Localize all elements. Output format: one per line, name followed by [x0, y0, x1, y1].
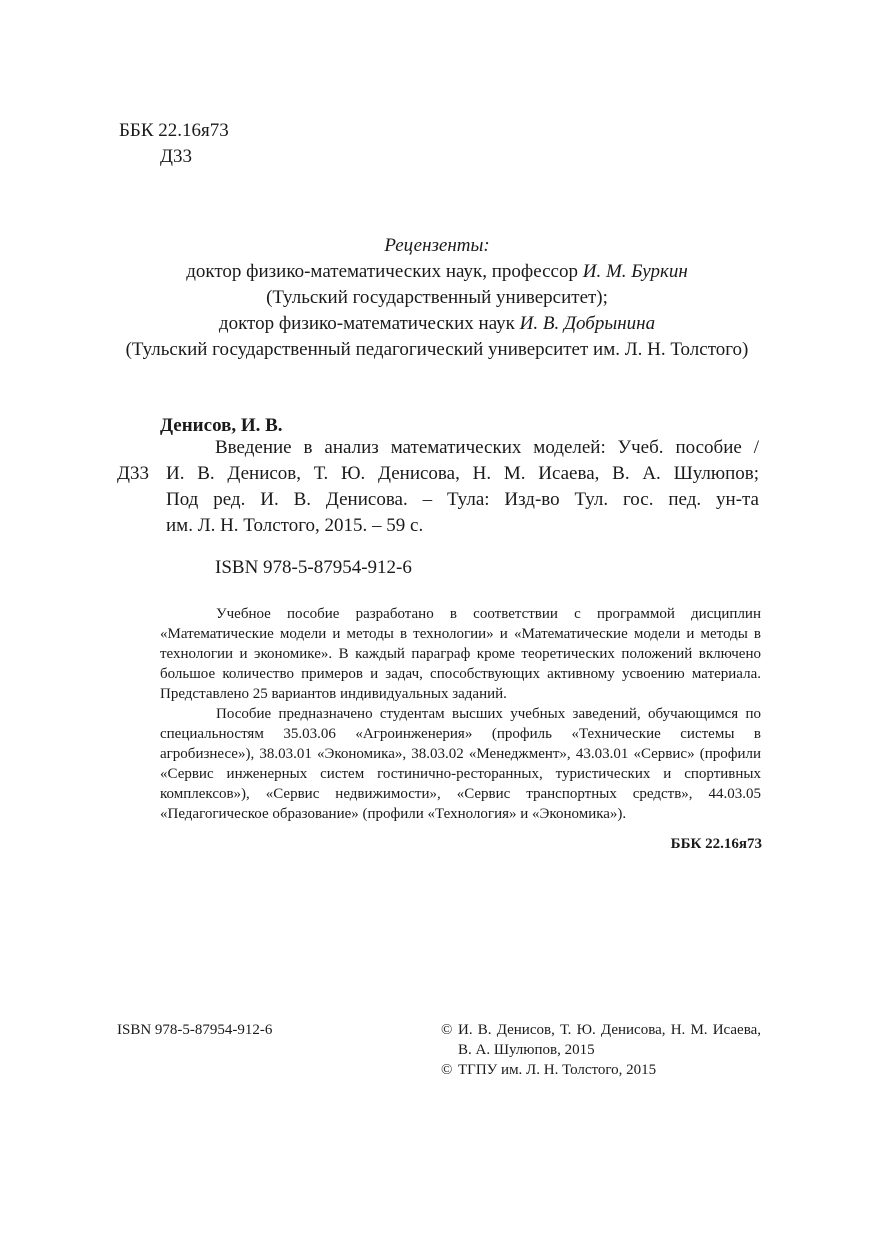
reviewer-1-title: доктор физико-математических наук, профессор	[186, 261, 583, 282]
footer-isbn: ISBN 978-5-87954-912-6	[117, 1022, 273, 1038]
reviewer-2-affiliation: (Тульский государственный педагогический университет им. Л. Н. Толстого)	[125, 339, 749, 360]
reviewer-1	[100, 259, 774, 285]
copyright-symbol: ©	[441, 1022, 453, 1038]
reviewer-2-name: И. В. Добрынина	[519, 313, 656, 334]
reviewers-block	[100, 233, 774, 363]
copyright-authors-line-2: В. А. Шулюпов, 2015	[458, 1042, 595, 1058]
copyright-block	[441, 1020, 761, 1080]
author-code: Д33	[160, 146, 192, 167]
reviewers-heading: Рецензенты:	[384, 235, 490, 256]
reviewer-2	[100, 311, 774, 337]
reviewer-1-name: И. М. Буркин	[582, 261, 688, 282]
bib-line-1: Введение в анализ математических моделей: Учеб. пособие /	[215, 437, 759, 458]
bib-line-3: Под ред. И. В. Денисова. – Тула: Изд-во Тул. гос. пед. ун-та	[166, 489, 759, 510]
bbk-index: ББК 22.16я73	[119, 120, 229, 141]
bib-line-2: И. В. Денисов, Т. Ю. Денисова, Н. М. Исаева, В. А. Шулюпов;	[166, 463, 759, 484]
copyright-authors-text	[458, 1020, 761, 1060]
bbk-classification	[119, 118, 229, 170]
copyright-publisher	[441, 1060, 761, 1080]
bibliographic-description	[166, 435, 759, 539]
bib-line-4: им. Л. Н. Толстого, 2015. – 59 с.	[166, 515, 424, 536]
annotation	[160, 604, 761, 824]
annotation-paragraph-2: Пособие предназначено студентам высших учебных заведений, обучающимся по специальностям 35.03.06 «Агроинженерия» (профиль «Технические системы в агробизнесе»), 38.03.01 «Экономика», 38.03.02 «Менеджмент», 43.03.01 «Сервис» (профили «Сервис инженерных систем гостинично-ресторанных, туристических и спортивных комплексов»), «Сервис недвижимости», «Сервис транспортных средств», 44.03.05 «Педагогическое образование» (профили «Технология» и «Экономика»).	[160, 706, 761, 822]
annotation-paragraph-1: Учебное пособие разработано в соответствии с программой дисциплин «Математические модели и методы в технологии» и «Математические модели и методы в технологии и экономике». В каждый параграф кроме теоретических положений включено большое количество примеров и задач, способствующих активному усвоению материала. Представлено 25 вариантов индивидуальных заданий.	[160, 606, 761, 702]
copyright-authors-line-1: И. В. Денисов, Т. Ю. Денисова, Н. М. Исаева,	[458, 1022, 761, 1038]
reviewer-1-affiliation: (Тульский государственный университет);	[266, 287, 608, 308]
copyright-publisher-text: ТГПУ им. Л. Н. Толстого, 2015	[458, 1062, 657, 1078]
author-heading: Денисов, И. В.	[160, 415, 283, 436]
reviewer-2-title: доктор физико-математических наук	[218, 313, 520, 334]
isbn-main: ISBN 978-5-87954-912-6	[215, 557, 412, 578]
copyright-authors	[441, 1020, 761, 1060]
copyright-symbol: ©	[441, 1062, 453, 1078]
bib-author-code: Д33	[117, 463, 149, 484]
annotation-bbk: ББК 22.16я73	[670, 836, 762, 852]
